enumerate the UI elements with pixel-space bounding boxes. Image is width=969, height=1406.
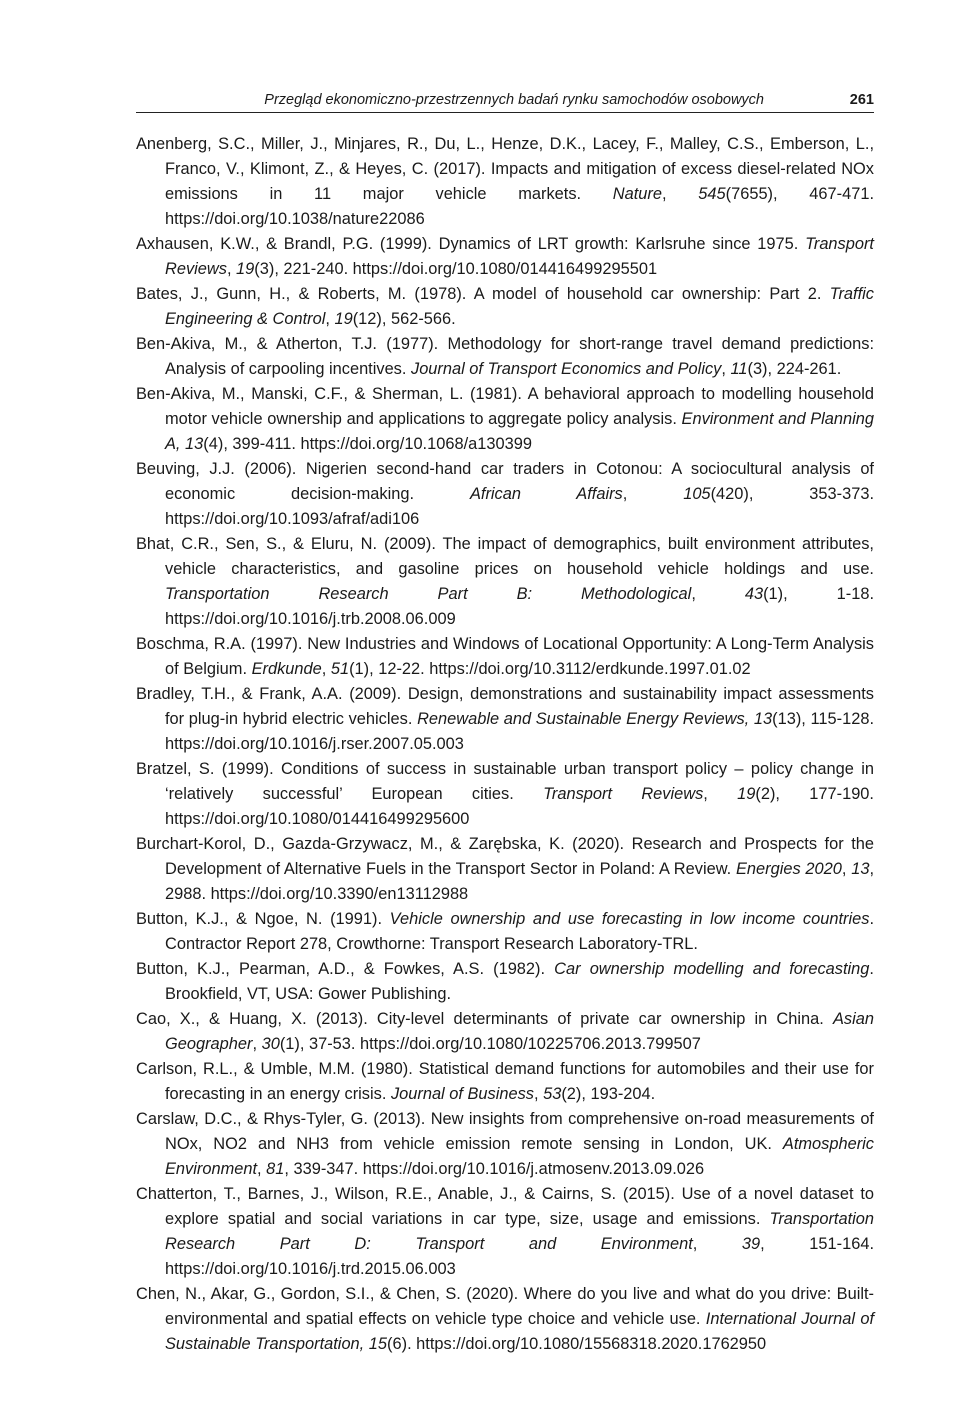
- reference-italic: Nature: [612, 185, 662, 203]
- reference-text: Chen, N., Akar, G., Gordon, S.I., & Chen, S. (2020). Where do you live and what do you drive: Built-environmental and spatial effects on vehicle type choice and vehicle use.: [136, 1285, 874, 1328]
- reference-text: Bhat, C.R., Sen, S., & Eluru, N. (2009). The impact of demographics, built environment attributes, vehicle characteristics, and gasoline prices on household vehicle holdings and use.: [136, 535, 874, 578]
- reference-entry: [136, 957, 874, 1007]
- reference-italic: Asian Geographer: [165, 1010, 874, 1053]
- reference-italic: Renewable and Sustainable Energy Reviews, 13: [417, 710, 773, 728]
- reference-italic: International Journal of Sustainable Transportation, 15: [165, 1310, 874, 1353]
- reference-text: ,: [662, 185, 699, 203]
- reference-text: , 2988. https://doi.org/10.3390/en13112988: [165, 860, 874, 903]
- reference-text: Ben-Akiva, M., Manski, C.F., & Sherman, L. (1981). A behavioral approach to modelling household motor vehicle ownership and applications to aggregate policy analysis.: [136, 385, 874, 428]
- reference-text: Carlson, R.L., & Umble, M.M. (1980). Statistical demand functions for automobiles and their use for forecasting in an energy crisis.: [136, 1060, 874, 1103]
- reference-text: Bates, J., Gunn, H., & Roberts, M. (1978). A model of household car ownership: Part 2.: [136, 285, 830, 303]
- reference-italic: 51: [330, 660, 350, 678]
- reference-text: (6). https://doi.org/10.1080/15568318.2020.1762950: [387, 1335, 767, 1353]
- reference-text: Ben-Akiva, M., & Atherton, T.J. (1977). Methodology for short-range travel demand predictions: Analysis of carpooling incentives.: [136, 335, 874, 378]
- reference-text: Burchart-Korol, D., Gazda-Grzywacz, M., & Zarębska, K. (2020). Research and Prospects for the Development of Alternative Fuels in the Transport Sector in Poland: A Review.: [136, 835, 874, 878]
- running-title: Przegląd ekonomiczno-przestrzennych badań rynku samochodów osobowych: [264, 92, 764, 108]
- reference-text: Anenberg, S.C., Miller, J., Minjares, R., Du, L., Henze, D.K., Lacey, F., Malley, C.S., Emberson, L., Franco, V., Klimont, Z., & Heyes, C. (2017). Impacts and mitigation of excess diesel-related NOx emissions in 11 major vehicle markets.: [136, 135, 874, 203]
- reference-text: ,: [622, 485, 684, 503]
- reference-entry: [136, 907, 874, 957]
- reference-text: Beuving, J.J. (2006). Nigerien second-hand car traders in Cotonou: A sociocultural analysis of economic decision-making.: [136, 460, 874, 503]
- reference-entry: [136, 1282, 874, 1357]
- reference-text: Button, K.J., & Ngoe, N. (1991).: [136, 910, 390, 928]
- reference-italic: African Affairs: [469, 485, 623, 503]
- reference-entry: [136, 632, 874, 682]
- reference-list: [136, 132, 874, 1357]
- reference-italic: Erdkunde: [251, 660, 322, 678]
- reference-text: ,: [226, 260, 237, 278]
- reference-text: , 339-347. https://doi.org/10.1016/j.atmosenv.2013.09.026: [284, 1160, 705, 1178]
- reference-entry: [136, 382, 874, 457]
- reference-text: ,: [841, 860, 852, 878]
- page-header: [136, 90, 874, 113]
- reference-text: Axhausen, K.W., & Brandl, P.G. (1999). Dynamics of LRT growth: Karlsruhe since 1975.: [136, 235, 806, 253]
- reference-text: Cao, X., & Huang, X. (2013). City-level determinants of private car ownership in China.: [136, 1010, 833, 1028]
- reference-entry: [136, 232, 874, 282]
- reference-text: , 151-164. https://doi.org/10.1016/j.trd.2015.06.003: [165, 1235, 874, 1278]
- reference-text: (1), 12-22. https://doi.org/10.3112/erdkunde.1997.01.02: [349, 660, 751, 678]
- reference-entry: [136, 132, 874, 232]
- reference-text: ,: [533, 1085, 544, 1103]
- reference-text: (12), 562-566.: [352, 310, 456, 328]
- reference-italic: 19: [236, 260, 255, 278]
- reference-italic: 43: [744, 585, 764, 603]
- reference-italic: Transport Reviews: [165, 235, 874, 278]
- reference-text: . Brookfield, VT, USA: Gower Publishing.: [165, 960, 874, 1003]
- reference-text: ,: [692, 1235, 742, 1253]
- reference-text: ,: [257, 1160, 267, 1178]
- reference-text: Carslaw, D.C., & Rhys-Tyler, G. (2013). New insights from comprehensive on-road measurements of NOx, NO2 and NH3 from vehicle emission remote sensing in London, UK.: [136, 1110, 874, 1153]
- reference-italic: 19: [334, 310, 353, 328]
- reference-entry: [136, 332, 874, 382]
- reference-text: Boschma, R.A. (1997). New Industries and Windows of Locational Opportunity: A Long-Term Analysis of Belgium.: [136, 635, 874, 678]
- reference-italic: Transportation Research Part B: Methodological: [165, 585, 692, 603]
- reference-entry: [136, 757, 874, 832]
- reference-entry: [136, 1182, 874, 1282]
- reference-text: ,: [325, 310, 335, 328]
- reference-italic: Energies 2020: [735, 860, 842, 878]
- reference-italic: Atmospheric Environment: [165, 1135, 874, 1178]
- reference-italic: Transport Reviews: [543, 785, 704, 803]
- reference-italic: 19: [737, 785, 756, 803]
- reference-text: (420), 353-373. https://doi.org/10.1093/afraf/adi106: [165, 485, 874, 528]
- reference-text: (2), 193-204.: [561, 1085, 656, 1103]
- reference-text: (2), 177-190. https://doi.org/10.1080/014416499295600: [165, 785, 874, 828]
- reference-entry: [136, 1107, 874, 1182]
- reference-italic: 53: [543, 1085, 562, 1103]
- reference-italic: Car ownership modelling and forecasting: [554, 960, 870, 978]
- reference-italic: 105: [683, 485, 711, 503]
- reference-entry: [136, 282, 874, 332]
- reference-text: Button, K.J., Pearman, A.D., & Fowkes, A.S. (1982).: [136, 960, 555, 978]
- reference-text: Bradley, T.H., & Frank, A.A. (2009). Design, demonstrations and sustainability impact assessments for plug-in hybrid electric vehicles.: [136, 685, 874, 728]
- reference-text: ,: [252, 1035, 262, 1053]
- reference-text: (3), 221-240. https://doi.org/10.1080/014416499295501: [254, 260, 658, 278]
- reference-entry: [136, 832, 874, 907]
- reference-text: Bratzel, S. (1999). Conditions of success in sustainable urban transport policy – policy change in ‘relatively successful’ European cities.: [136, 760, 874, 803]
- reference-text: . Contractor Report 278, Crowthorne: Transport Research Laboratory-TRL.: [165, 910, 874, 953]
- page-number: 261: [849, 92, 874, 108]
- reference-text: ,: [321, 660, 331, 678]
- reference-italic: 545: [698, 185, 726, 203]
- reference-text: ,: [721, 360, 731, 378]
- reference-italic: 81: [266, 1160, 285, 1178]
- reference-text: ,: [703, 785, 738, 803]
- reference-italic: 30: [261, 1035, 280, 1053]
- reference-entry: [136, 1057, 874, 1107]
- reference-text: (4), 399-411. https://doi.org/10.1068/a130399: [203, 435, 532, 453]
- reference-italic: 39: [741, 1235, 761, 1253]
- reference-italic: 13: [851, 860, 870, 878]
- reference-text: (1), 37-53. https://doi.org/10.1080/10225706.2013.799507: [279, 1035, 701, 1053]
- reference-entry: [136, 1007, 874, 1057]
- reference-text: ,: [691, 585, 745, 603]
- reference-italic: Traffic Engineering & Control: [165, 285, 874, 328]
- reference-italic: Journal of Transport Economics and Policy: [411, 360, 722, 378]
- reference-text: Chatterton, T., Barnes, J., Wilson, R.E., Anable, J., & Cairns, S. (2015). Use of a novel dataset to explore spatial and social variations in car type, size, usage and emissions.: [136, 1185, 874, 1228]
- reference-italic: Vehicle ownership and use forecasting in low income countries: [389, 910, 870, 928]
- reference-italic: 11: [730, 360, 748, 378]
- reference-text: (3), 224-261.: [747, 360, 842, 378]
- reference-entry: [136, 532, 874, 632]
- reference-entry: [136, 682, 874, 757]
- reference-italic: Environment and Planning A, 13: [165, 410, 874, 453]
- reference-italic: Transportation Research Part D: Transport and Environment: [165, 1210, 874, 1253]
- reference-entry: [136, 457, 874, 532]
- reference-text: (1), 1-18. https://doi.org/10.1016/j.trb.2008.06.009: [165, 585, 874, 628]
- reference-italic: Journal of Business: [390, 1085, 534, 1103]
- reference-text: (13), 115-128. https://doi.org/10.1016/j.rser.2007.05.003: [165, 710, 874, 753]
- reference-text: (7655), 467-471. https://doi.org/10.1038/nature22086: [165, 185, 874, 228]
